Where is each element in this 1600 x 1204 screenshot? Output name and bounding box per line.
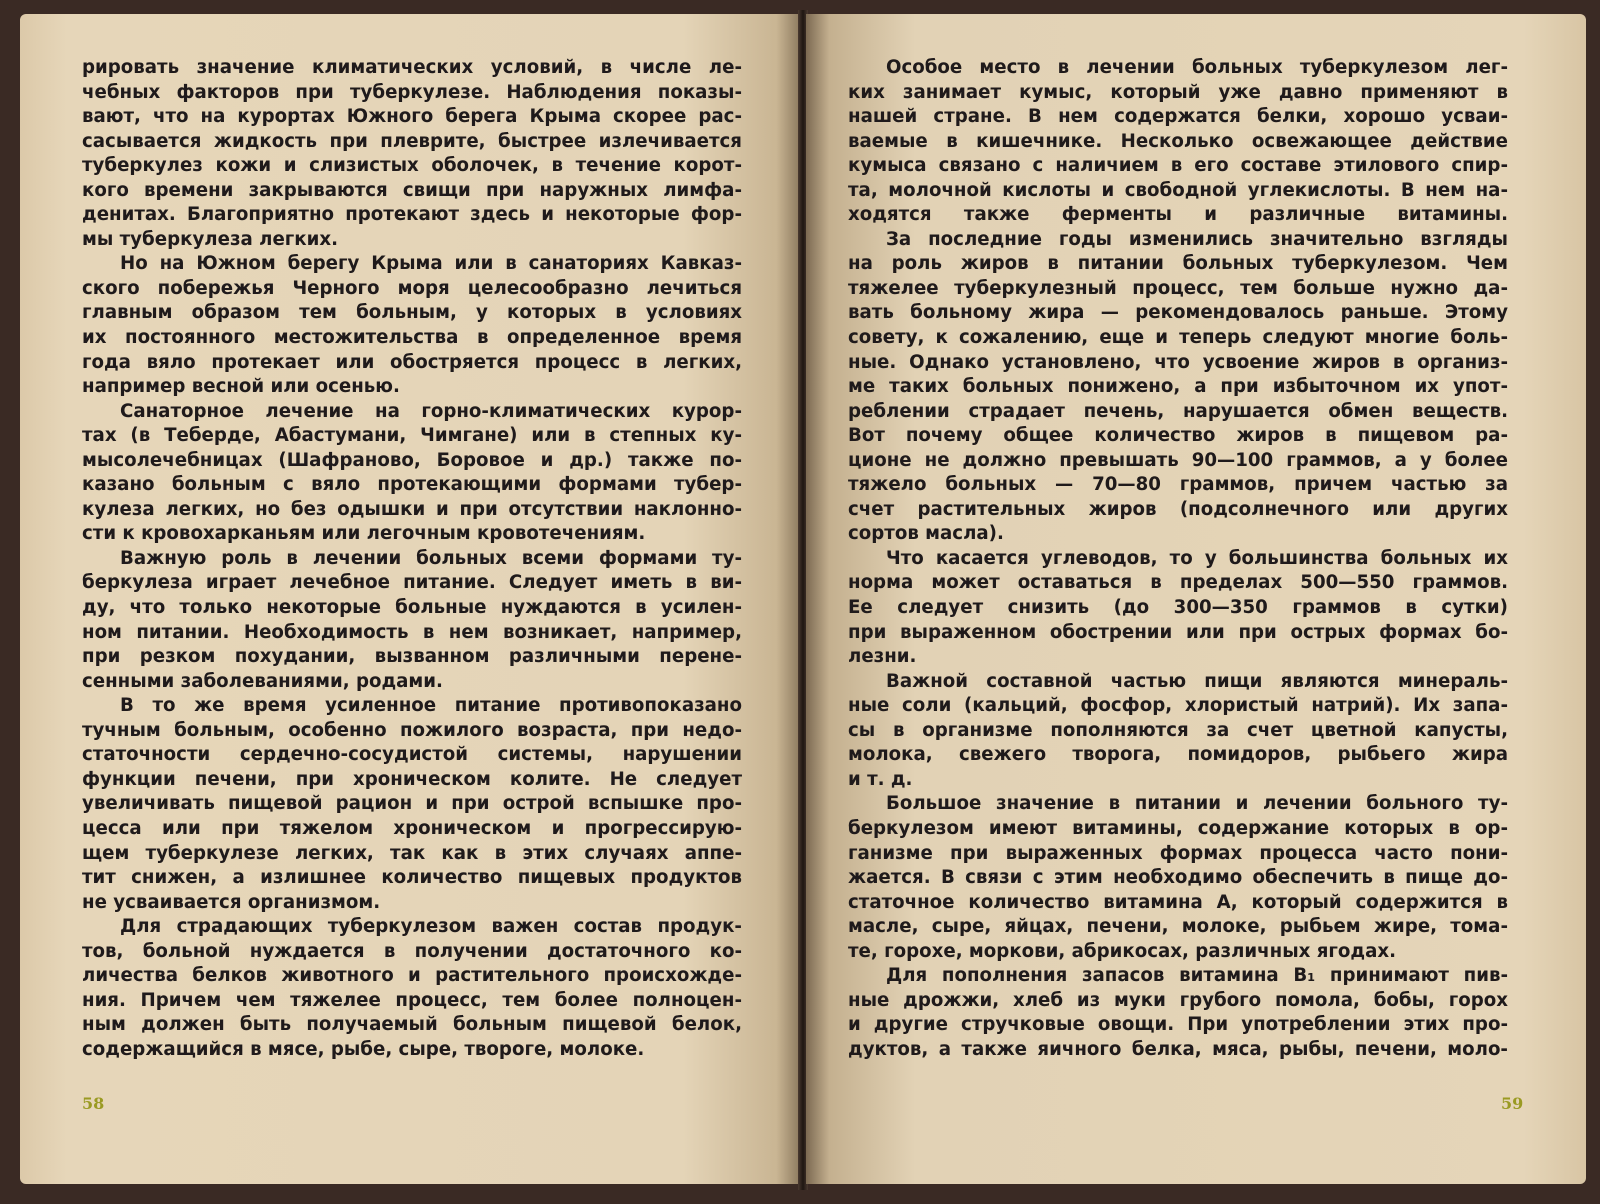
text-line: ным должен быть получаемый больным пищевой белок,: [82, 1014, 742, 1036]
text-line: ких занимает кумыс, который уже давно применяют в: [848, 81, 1508, 103]
text-line: года вяло протекает или обостряется процесс в легких,: [82, 351, 742, 373]
text-line: тит снижен, а излишнее количество пищевых продуктов: [82, 867, 742, 889]
right-page-number: 59: [1501, 1094, 1524, 1113]
text-line: туберкулез кожи и слизистых оболочек, в течение корот-: [82, 155, 742, 177]
text-line: цесса или при тяжелом хроническом и прогрессирую-: [82, 817, 742, 839]
text-line: та, молочной кислоты и свободной углекислоты. В нем на-: [848, 179, 1508, 201]
left-page: [20, 14, 800, 1184]
text-line: ном питании. Необходимость в нем возникает, например,: [82, 621, 742, 643]
text-line: сенными заболеваниями, родами.: [82, 670, 443, 692]
text-line: те, горохе, моркови, абрикосах, различных ягодах.: [848, 940, 1397, 962]
text-line: Санаторное лечение на горно-климатических курор-: [120, 400, 742, 422]
text-line: рировать значение климатических условий, в числе ле-: [82, 57, 742, 78]
text-line: Ее следует снизить (до 300—350 граммов в сутки): [848, 597, 1508, 619]
text-line: при резком похудании, вызванном различными перене-: [82, 646, 742, 668]
text-line: личества белков животного и растительного происхожде-: [82, 965, 742, 987]
right-page-text: [848, 56, 1508, 1062]
text-line: чебных факторов при туберкулезе. Наблюдения показы-: [82, 81, 742, 103]
text-line: лезни.: [848, 646, 917, 668]
text-line: ния. Причем чем тяжелее процесс, тем более полноцен-: [82, 989, 742, 1011]
text-line: тучным больным, особенно пожилого возраста, при недо-: [82, 719, 742, 741]
text-line: жается. В связи с этим необходимо обеспечить в пище до-: [848, 867, 1508, 889]
text-line: мысолечебницах (Шафраново, Боровое и др.) также по-: [82, 449, 742, 471]
text-line: тов, больной нуждается в получении достаточного ко-: [82, 940, 742, 962]
text-line: щем туберкулезе легких, так как в этих случаях аппе-: [82, 842, 742, 864]
text-line: казано больным с вяло протекающими формами тубер-: [82, 474, 742, 496]
text-line: кулеза легких, но без одышки и при отсутствии наклонно-: [82, 498, 742, 520]
text-line: ные соли (кальций, фосфор, хлористый натрий). Их запа-: [848, 695, 1508, 717]
text-line: на роль жиров в питании больных туберкулезом. Чем: [848, 253, 1508, 275]
text-line: например весной или осенью.: [82, 376, 400, 398]
left-page-number: 58: [82, 1094, 105, 1113]
text-line: и другие стручковые овощи. При употреблении этих про-: [848, 1014, 1508, 1036]
text-line: Для пополнения запасов витамина B₁ принимают пив-: [886, 965, 1508, 987]
text-line: ме таких больных понижено, а при избыточном их упот-: [848, 376, 1508, 398]
text-line: денитах. Благоприятно протекают здесь и некоторые фор-: [82, 204, 742, 226]
text-line: В то же время усиленное питание противопоказано: [120, 695, 742, 717]
text-line: их постоянного местожительства в определенное время: [82, 327, 742, 349]
text-line: вают, что на курортах Южного берега Крыма скорее рас-: [82, 106, 742, 128]
text-line: ваемые в кишечнике. Несколько освежающее действие: [848, 130, 1508, 152]
text-line: сасывается жидкость при плеврите, быстрее излечивается: [82, 130, 742, 152]
text-line: норма может оставаться в пределах 500—550 граммов.: [848, 572, 1508, 594]
text-line: увеличивать пищевой рацион и при острой вспышке про-: [82, 793, 742, 815]
text-line: совету, к сожалению, еще и теперь следуют многие боль-: [848, 327, 1508, 349]
text-line: ского побережья Черного моря целесообразно лечиться: [82, 277, 742, 299]
left-page-text: [82, 56, 742, 1062]
right-page: [806, 14, 1586, 1184]
text-line: ду, что только некоторые больные нуждаются в усилен-: [82, 597, 742, 619]
text-line: Вот почему общее количество жиров в пищевом ра-: [848, 425, 1508, 447]
text-line: счет растительных жиров (подсолнечного или других: [848, 498, 1508, 520]
text-line: и т. д.: [848, 768, 913, 790]
text-line: дуктов, а также яичного белка, мяса, рыбы, печени, моло-: [848, 1038, 1508, 1060]
text-line: сортов масла).: [848, 523, 1004, 545]
text-line: главным образом тем больным, у которых в условиях: [82, 302, 742, 324]
text-line: при выраженном обострении или при острых формах бо-: [848, 621, 1508, 643]
text-line: тяжелее туберкулезный процесс, тем больше нужно да-: [848, 277, 1508, 299]
text-line: мы туберкулеза легких.: [82, 228, 339, 250]
text-line: ные. Однако установлено, что усвоение жиров в организ-: [848, 351, 1508, 373]
text-line: кумыса связано с наличием в его составе этилового спир-: [848, 155, 1508, 177]
text-line: беркулезом имеют витамины, содержание которых в ор-: [848, 817, 1508, 839]
text-line: Что касается углеводов, то у большинства больных их: [886, 547, 1508, 569]
text-line: содержащийся в мясе, рыбе, сыре, твороге, молоке.: [82, 1038, 645, 1060]
text-line: реблении страдает печень, нарушается обмен веществ.: [848, 400, 1508, 422]
text-line: тах (в Теберде, Абастумани, Чимгане) или в степных ку-: [82, 425, 742, 447]
text-line: сти к кровохарканьям или легочным кровотечениям.: [82, 523, 646, 545]
text-line: Но на Южном берегу Крыма или в санаториях Кавказ-: [120, 253, 742, 275]
text-line: сы в организме пополняются за счет цветной капусты,: [848, 719, 1508, 741]
text-line: ционе не должно превышать 90—100 граммов, а у более: [848, 449, 1508, 471]
text-line: функции печени, при хроническом колите. Не следует: [82, 768, 742, 790]
text-line: беркулеза играет лечебное питание. Следует иметь в ви-: [82, 572, 742, 594]
text-line: Важной составной частью пищи являются минераль-: [886, 670, 1508, 692]
text-line: нашей стране. В нем содержатся белки, хорошо усваи-: [848, 106, 1508, 128]
text-line: тяжело больных — 70—80 граммов, причем частью за: [848, 474, 1508, 496]
text-line: ходятся также ферменты и различные витамины.: [848, 204, 1508, 226]
text-line: кого времени закрываются свищи при наружных лимфа-: [82, 179, 742, 201]
text-line: статочное количество витамина А, который содержится в: [848, 891, 1508, 913]
text-line: Важную роль в лечении больных всеми формами ту-: [120, 547, 742, 569]
text-line: Большое значение в питании и лечении больного ту-: [886, 793, 1508, 815]
text-line: ганизме при выраженных формах процесса часто пони-: [848, 842, 1508, 864]
text-line: Для страдающих туберкулезом важен состав продук-: [120, 916, 742, 938]
text-line: За последние годы изменились значительно взгляды: [886, 228, 1508, 250]
text-line: статочности сердечно-сосудистой системы, нарушении: [82, 744, 742, 766]
text-line: Особое место в лечении больных туберкулезом лег-: [886, 57, 1508, 78]
text-line: вать больному жира — рекомендовалось раньше. Этому: [848, 302, 1508, 324]
text-line: молока, свежего творога, помидоров, рыбьего жира: [848, 744, 1508, 766]
text-line: масле, сыре, яйцах, печени, молоке, рыбьем жире, тома-: [848, 916, 1508, 938]
text-line: ные дрожжи, хлеб из муки грубого помола, бобы, горох: [848, 989, 1508, 1011]
text-line: не усваивается организмом.: [82, 891, 381, 913]
